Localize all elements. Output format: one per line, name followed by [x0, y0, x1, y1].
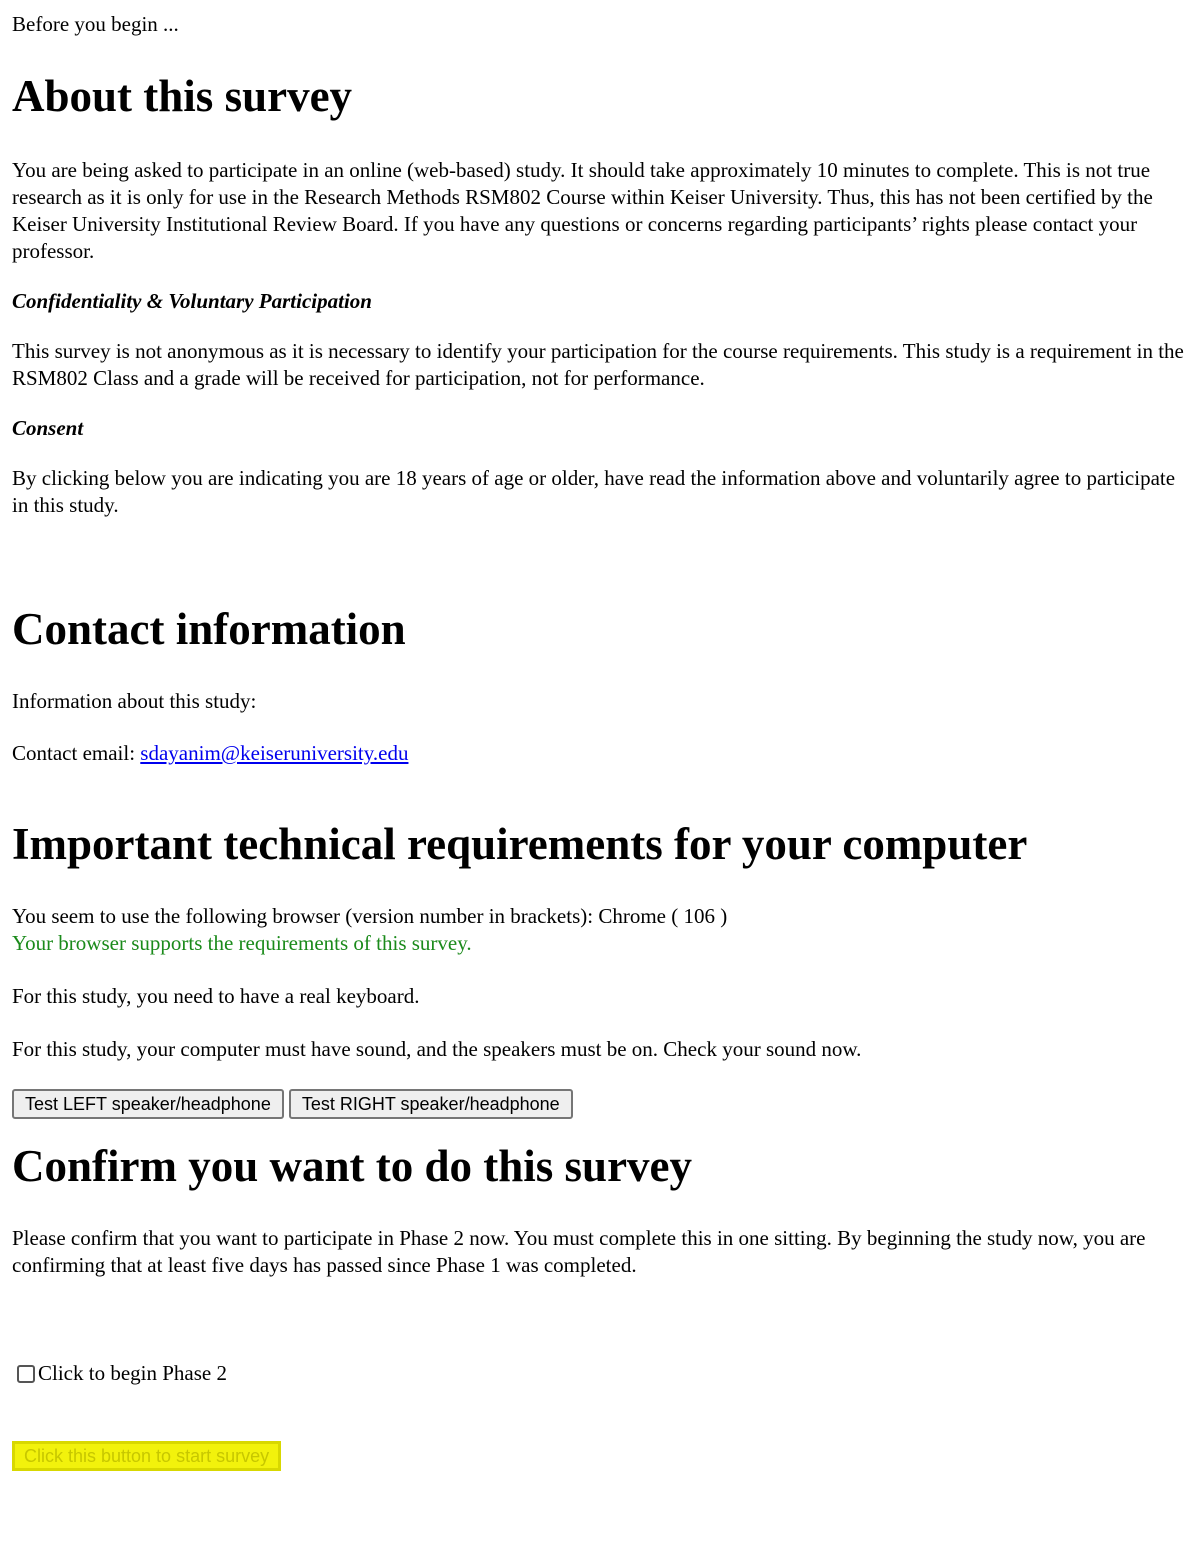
contact-email-label: Contact email: [12, 741, 141, 765]
begin-phase-checkbox[interactable] [17, 1365, 35, 1383]
confirm-paragraph: Please confirm that you want to participate in Phase 2 now. You must complete this in one sitting. By beginning the study now, you are confirming that at least five days has passed since Phase 1 was completed. [12, 1226, 1146, 1277]
contact-information-heading: Contact information [12, 604, 406, 654]
begin-phase-checkbox-label: Click to begin Phase 2 [38, 1361, 227, 1385]
confirm-survey-heading: Confirm you want to do this survey [12, 1141, 693, 1191]
test-left-speaker-button[interactable]: Test LEFT speaker/headphone [12, 1089, 284, 1119]
keyboard-requirement-text: For this study, you need to have a real keyboard. [12, 984, 420, 1008]
start-survey-button[interactable]: Click this button to start survey [12, 1441, 281, 1471]
study-info-label: Information about this study: [12, 689, 257, 713]
consent-title: Consent [12, 416, 84, 440]
test-right-speaker-button[interactable]: Test RIGHT speaker/headphone [289, 1089, 573, 1119]
intro-paragraph: You are being asked to participate in an online (web-based) study. It should take approximately 10 minutes to complete. This is not true research as it is only for use in the Research Methods RSM802 Course within Keiser University. Thus, this has not been certified by the Keiser University Institutional Review Board. If you have any questions or concerns regarding participants’ rights please contact your professor. [12, 158, 1153, 263]
start-button-wrap [12, 1441, 1188, 1471]
contact-email-link[interactable]: sdayanim@keiseruniversity.edu [140, 741, 409, 765]
browser-info-text: You seem to use the following browser (version number in brackets): Chrome ( 106 ) [12, 904, 728, 928]
speaker-test-buttons [12, 1089, 1188, 1121]
begin-phase-checkbox-row[interactable] [12, 1360, 1188, 1387]
technical-requirements-heading: Important technical requirements for your computer [12, 819, 1028, 869]
confidentiality-paragraph: This survey is not anonymous as it is necessary to identify your participation for the course requirements. This study is a requirement in the RSM802 Class and a grade will be received for participation, not for performance. [12, 339, 1184, 390]
confidentiality-title: Confidentiality & Voluntary Participation [12, 289, 372, 313]
consent-paragraph: By clicking below you are indicating you are 18 years of age or older, have read the information above and voluntarily agree to participate in this study. [12, 466, 1176, 517]
browser-supported-text: Your browser supports the requirements of this survey. [12, 931, 472, 955]
contact-email-line [12, 740, 1188, 767]
about-survey-heading: About this survey [12, 71, 353, 121]
before-you-begin-text: Before you begin ... [12, 12, 179, 36]
sound-requirement-text: For this study, your computer must have sound, and the speakers must be on. Check your sound now. [12, 1037, 862, 1061]
